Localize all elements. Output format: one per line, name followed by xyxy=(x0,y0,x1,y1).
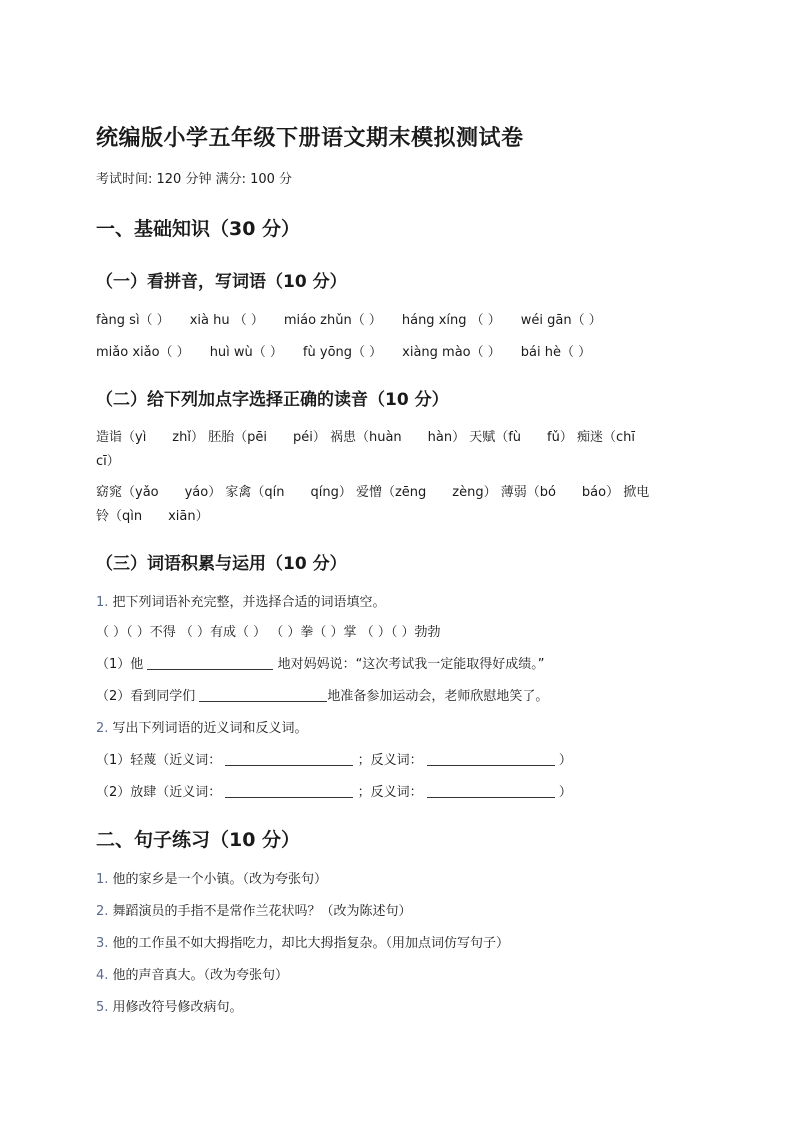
question-text: 他的声音真大。（改为夸张句） xyxy=(112,968,289,983)
question-text: 舞蹈演员的手指不是常作兰花状吗？（改为陈述句） xyxy=(112,904,412,919)
section2-heading: 二、句子练习（10 分） xyxy=(96,829,301,851)
fill-sentence-2 xyxy=(96,685,548,704)
question-number: 1. xyxy=(96,595,109,610)
reading-line-1: 造诣（yì zhǐ） 胚胎（pēi péi） 祸患（huàn hàn） 天赋（fù fǔ） 痴迷（chī xyxy=(96,430,635,445)
synonym-blank[interactable] xyxy=(225,783,353,798)
antonym-label: ；反义词： xyxy=(357,785,423,800)
pinyin-item: miǎo xiǎo（ ） xyxy=(96,345,190,360)
pinyin-row-2 xyxy=(96,341,611,360)
question-number: 2. xyxy=(96,904,109,919)
sentence-prefix: （1）他 xyxy=(96,657,144,672)
sentence-prefix: （2）看到同学们 xyxy=(96,689,196,704)
sentence-item xyxy=(96,868,327,887)
pinyin-item: xià hu （ ） xyxy=(189,313,264,328)
exam-meta: 考试时间: 120 分钟 满分: 100 分 xyxy=(96,172,293,187)
question-number: 1. xyxy=(96,872,109,887)
pinyin-item: xiàng mào（ ） xyxy=(402,345,501,360)
pinyin-item: bái hè（ ） xyxy=(520,345,592,360)
pinyin-item: miáo zhǔn（ ） xyxy=(283,313,382,328)
question-text: 他的家乡是一个小镇。（改为夸张句） xyxy=(112,872,328,887)
question-text: 他的工作虽不如大拇指吃力，却比大拇指复杂。（用加点词仿写句子） xyxy=(112,936,510,951)
antonym-label: ；反义词： xyxy=(357,753,423,768)
reading-line-2: cī） xyxy=(96,454,120,469)
fill-sentence-1 xyxy=(96,653,545,672)
reading-line-3: 窈窕（yǎo yáo） 家禽（qín qíng） 爱憎（zēng zèng） 薄弱（bó báo） 掀电 xyxy=(96,485,650,500)
synonym-blank[interactable] xyxy=(225,751,353,766)
pinyin-item: fàng sì（ ） xyxy=(96,313,170,328)
sentence-suffix: 地准备参加运动会，老师欣慰地笑了。 xyxy=(327,689,549,704)
pinyin-item: wéi gān（ ） xyxy=(520,313,602,328)
question-1 xyxy=(96,591,386,610)
word-prompt: （2）放肆（近义词： xyxy=(96,785,222,800)
sentence-item xyxy=(96,900,412,919)
sentence-item xyxy=(96,964,288,983)
sentence-item xyxy=(96,996,243,1015)
question-text: 把下列词语补充完整，并选择合适的词语填空。 xyxy=(112,595,386,610)
closing-paren: ） xyxy=(558,785,572,800)
word-prompt: （1）轻蔑（近义词： xyxy=(96,753,222,768)
reading-line-4: 铃（qìn xiān） xyxy=(96,509,209,524)
page-title: 统编版小学五年级下册语文期末模拟测试卷 xyxy=(96,126,524,151)
pinyin-item: huì wù（ ） xyxy=(209,345,283,360)
question-2 xyxy=(96,717,308,736)
section1-heading: 一、基础知识（30 分） xyxy=(96,218,301,240)
synonym-line-2 xyxy=(96,781,572,800)
question-number: 2. xyxy=(96,721,109,736)
part2-heading: （二）给下列加点字选择正确的读音（10 分） xyxy=(96,390,449,410)
antonym-blank[interactable] xyxy=(427,783,555,798)
answer-blank[interactable] xyxy=(147,655,273,670)
fill-words-line: （ ）（ ）不得 （ ）有成（ ） （ ）拳（ ）掌 （ ）（ ）勃勃 xyxy=(96,625,441,640)
question-text: 用修改符号修改病句。 xyxy=(112,1000,243,1015)
question-number: 4. xyxy=(96,968,109,983)
question-number: 3. xyxy=(96,936,109,951)
pinyin-item: fù yōng（ ） xyxy=(302,345,383,360)
part3-heading: （三）词语积累与运用（10 分） xyxy=(96,554,347,574)
antonym-blank[interactable] xyxy=(427,751,555,766)
synonym-line-1 xyxy=(96,749,572,768)
sentence-suffix: 地对妈妈说：“这次考试我一定能取得好成绩。” xyxy=(277,657,545,672)
part1-heading: （一）看拼音，写词语（10 分） xyxy=(96,272,347,292)
closing-paren: ） xyxy=(558,753,572,768)
question-text: 写出下列词语的近义词和反义词。 xyxy=(112,721,308,736)
answer-blank[interactable] xyxy=(199,687,327,702)
question-number: 5. xyxy=(96,1000,109,1015)
pinyin-row-1 xyxy=(96,309,622,328)
sentence-item xyxy=(96,932,509,951)
pinyin-item: háng xíng （ ） xyxy=(401,313,501,328)
